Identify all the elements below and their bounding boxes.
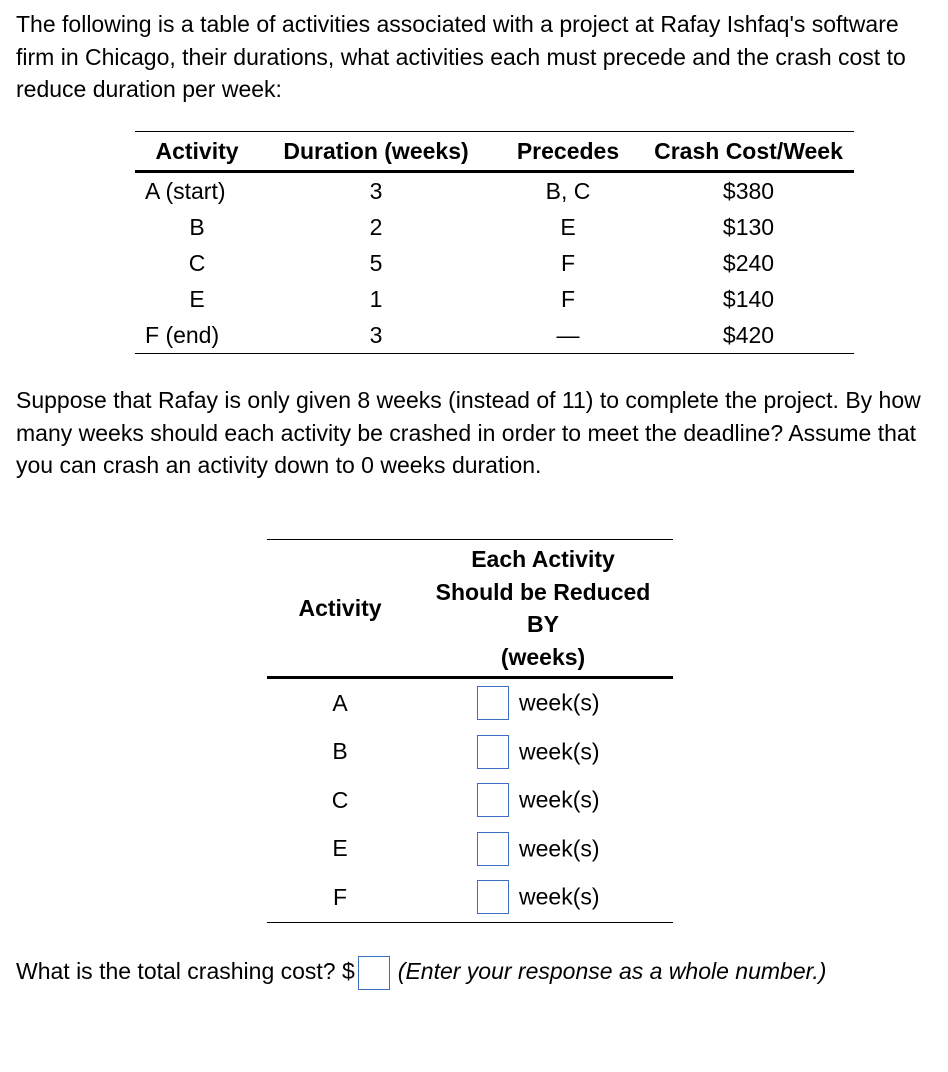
table-row: [135, 245, 854, 281]
answer-activity: C: [331, 786, 349, 813]
cell-activity: B: [189, 213, 205, 240]
table-row: [135, 281, 854, 317]
activity-table: [135, 131, 854, 354]
total-cost-question: [16, 952, 916, 990]
unit-label: week(s): [519, 689, 600, 716]
intro-text: The following is a table of activities associated with a project at Rafay Ishfaq's software firm in Chicago, their durations, what activities each must precede and the crash cost to reduce duration per week:: [16, 11, 906, 102]
cell-activity: A (start): [145, 177, 226, 204]
answer-input-e[interactable]: [477, 832, 509, 866]
activity-table-header: [135, 132, 854, 172]
answer-activity: A: [332, 689, 348, 716]
cell-duration: 3: [369, 177, 383, 204]
answer-input-f[interactable]: [477, 880, 509, 914]
cell-precedes: F: [560, 249, 576, 276]
answer-row: [267, 728, 673, 777]
answer-input-b[interactable]: [477, 735, 509, 769]
cell-duration: 5: [369, 249, 383, 276]
cell-activity: E: [189, 285, 205, 312]
answer-header-line: Should be Reduced: [435, 578, 651, 605]
cell-duration: 3: [259, 317, 493, 354]
answer-activity: E: [332, 835, 348, 862]
answer-row: [267, 776, 673, 825]
question-text: Suppose that Rafay is only given 8 weeks (instead of 11) to complete the project. By how many weeks should each activity be crashed in order to meet the deadline? Assume that you can crash an activity down to 0 weeks duration.: [16, 387, 921, 478]
cell-crash-cost: $380: [722, 177, 775, 204]
total-cost-label: What is the total crashing cost? $: [16, 958, 355, 984]
answer-header-line: BY: [527, 611, 559, 637]
cell-crash-cost: $140: [722, 285, 775, 312]
unit-label: week(s): [519, 883, 600, 910]
answer-table-header: [267, 540, 673, 678]
answer-row: [267, 873, 673, 922]
answer-activity: F: [267, 873, 413, 922]
cell-crash-cost: $130: [722, 213, 775, 240]
unit-label: week(s): [519, 786, 600, 813]
answer-row: [267, 678, 673, 728]
unit-label: week(s): [519, 738, 600, 765]
header-precedes: Precedes: [493, 132, 643, 172]
cell-crash-cost: $420: [643, 317, 854, 354]
cell-precedes: —: [493, 317, 643, 354]
cell-precedes: F: [560, 285, 576, 312]
answer-header-line: Each Activity: [471, 546, 615, 572]
table-row: [135, 209, 854, 245]
header-activity: Activity: [135, 132, 259, 172]
answer-input-a[interactable]: [477, 686, 509, 720]
answer-header-activity: Activity: [267, 540, 413, 678]
table-row: [135, 317, 854, 354]
cell-activity: F (end): [135, 317, 259, 354]
unit-label: week(s): [519, 835, 600, 862]
cell-crash-cost: $240: [722, 249, 775, 276]
total-cost-hint: (Enter your response as a whole number.): [397, 958, 827, 984]
total-cost-input[interactable]: [358, 956, 390, 990]
answer-header-reduction: [413, 540, 673, 678]
cell-duration: 1: [369, 285, 383, 312]
cell-precedes: E: [560, 213, 576, 240]
cell-precedes: B, C: [545, 177, 591, 204]
header-duration: Duration (weeks): [259, 132, 493, 172]
answer-input-c[interactable]: [477, 783, 509, 817]
cell-duration: 2: [369, 213, 383, 240]
table-row: [135, 172, 854, 210]
answer-activity: B: [332, 738, 348, 765]
header-crash-cost: Crash Cost/Week: [643, 132, 854, 172]
answer-table: [267, 539, 673, 923]
answer-header-line: (weeks): [500, 643, 586, 670]
answer-row: [267, 825, 673, 874]
cell-activity: C: [188, 249, 206, 276]
